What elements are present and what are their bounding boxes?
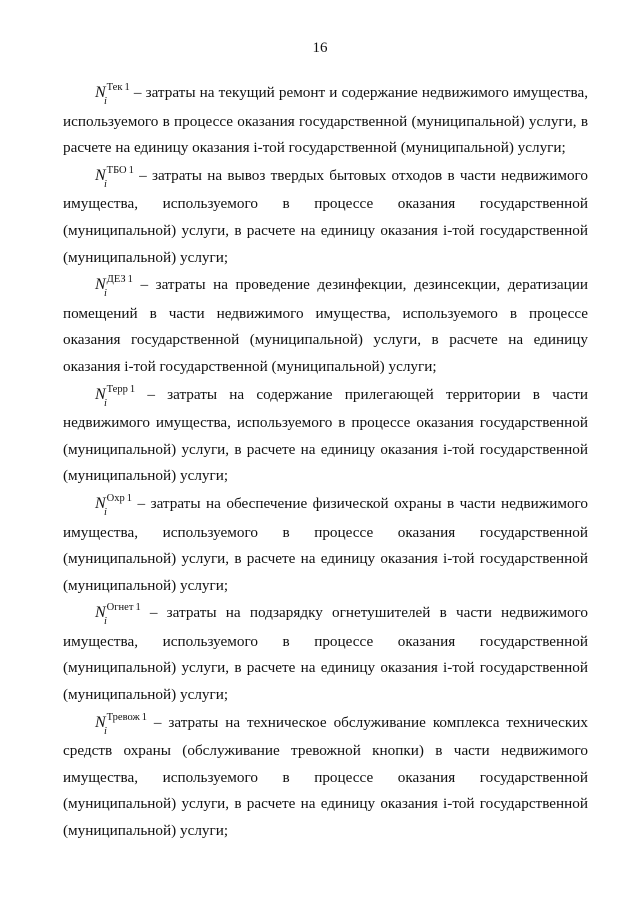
symbol-subscript: i xyxy=(104,96,107,107)
symbol-superscript: Тревож xyxy=(106,711,140,723)
page-number: 16 xyxy=(312,40,328,56)
definition-text: – затраты на содержание прилегающей территории в части недвижимого имущества, используемого в процессе оказания государственной (муниципальной) услуги, в расчете на единицу оказания i-той государственной (муниципальной) услуги; xyxy=(63,385,589,485)
symbol-letter: N xyxy=(95,604,106,622)
definition-text: – затраты на подзарядку огнетушителей в части недвижимого имущества, используемого в процессе оказания государственной (муниципальной) услуги, в расчете на единицу оказания i-той государственной (муниципальной) услуги; xyxy=(63,604,588,704)
symbol-superscript-index: 1 xyxy=(129,383,136,395)
symbol-superscript: Тек xyxy=(106,82,123,93)
definition-text: – затраты на проведение дезинфекции, дезинсекции, дератизации помещений в части недвижимого имущества, используемого в процессе оказания государственной (муниципальной) услуги, в расчете на единицу оказания i-той государственной (муниципальной) услуги; xyxy=(63,276,588,375)
definition-item xyxy=(63,710,588,845)
formula-symbol xyxy=(95,382,135,411)
symbol-superscript: ДЕЗ xyxy=(106,274,126,286)
symbol-superscript-index: 1 xyxy=(124,82,130,93)
symbol-letter: N xyxy=(95,166,106,184)
symbol-letter: N xyxy=(95,84,106,101)
definition-item xyxy=(63,163,588,271)
formula-symbol xyxy=(95,600,141,629)
symbol-superscript-index: 1 xyxy=(135,602,141,614)
formula-symbol xyxy=(95,163,134,192)
symbol-superscript-index: 1 xyxy=(141,711,147,723)
symbol-letter: N xyxy=(95,494,106,512)
symbol-superscript-index: 1 xyxy=(128,164,134,176)
symbol-letter: N xyxy=(95,276,106,294)
symbol-superscript: Охр xyxy=(106,492,125,504)
definition-item xyxy=(63,272,588,380)
formula-symbol xyxy=(95,80,130,109)
symbol-letter: N xyxy=(95,713,106,731)
document-body xyxy=(63,80,588,845)
formula-symbol xyxy=(95,710,147,739)
definition-item xyxy=(63,600,588,708)
symbol-subscript: i xyxy=(104,288,107,300)
symbol-subscript: i xyxy=(104,178,107,190)
symbol-subscript: i xyxy=(104,616,107,628)
symbol-superscript: Огнет xyxy=(106,602,134,614)
formula-symbol xyxy=(95,491,132,520)
definition-text: – затраты на текущий ремонт и содержание недвижимого имущества, используемого в процессе оказания государственной (муниципальной) услуги, в расчете на единицу оказания i-той государственной (муниципальной) услуги; xyxy=(63,84,589,157)
symbol-superscript-index: 1 xyxy=(126,492,133,504)
symbol-subscript: i xyxy=(104,397,107,409)
formula-symbol xyxy=(95,272,133,301)
symbol-subscript: i xyxy=(104,506,107,518)
symbol-superscript: Терр xyxy=(106,383,128,395)
definition-item xyxy=(63,491,588,599)
definition-item xyxy=(63,80,588,162)
symbol-letter: N xyxy=(95,385,106,403)
definition-text: – затраты на вывоз твердых бытовых отходов в части недвижимого имущества, используемого в процессе оказания государственной (муниципальной) услуги, в расчете на единицу оказания i-той государственной (муниципальной) услуги; xyxy=(63,166,588,266)
symbol-subscript: i xyxy=(104,725,107,737)
definition-text: – затраты на обеспечение физической охраны в части недвижимого имущества, используемого в процессе оказания государственной (муниципальной) услуги, в расчете на единицу оказания i-той государственной (муниципальной) услуги; xyxy=(63,494,588,594)
definition-item xyxy=(63,382,588,490)
symbol-superscript: ТБО xyxy=(106,164,127,176)
definition-text: – затраты на техническое обслуживание комплекса технических средств охраны (обслуживание тревожной кнопки) в части недвижимого имущества, используемого в процессе оказания государственной (муниципальной) услуги, в расчете на единицу оказания i-той государственной (муниципальной) услуги; xyxy=(63,713,588,840)
symbol-superscript-index: 1 xyxy=(127,274,133,286)
